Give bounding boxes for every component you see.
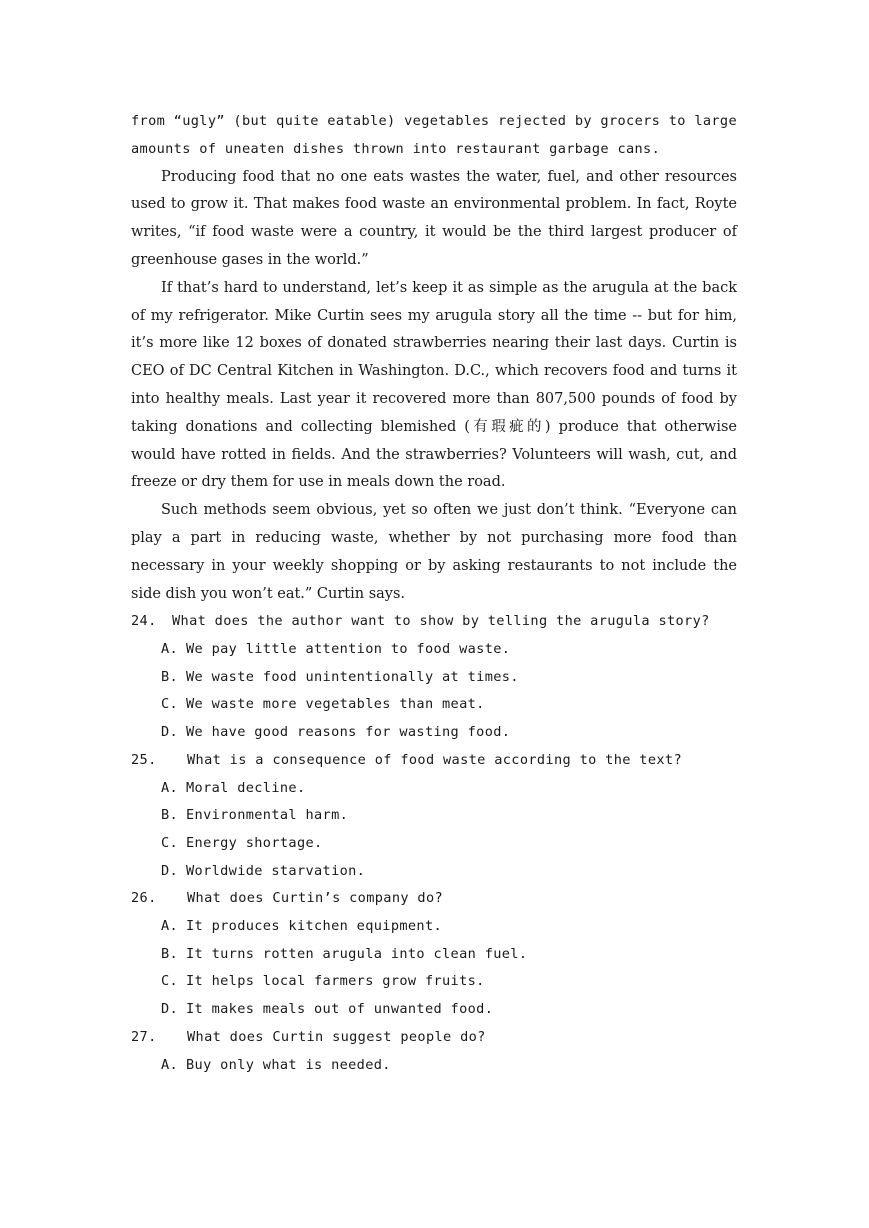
option-letter: A. (161, 779, 179, 796)
option-a (131, 1052, 737, 1080)
option-c (131, 968, 737, 996)
option-text: It turns rotten arugula into clean fuel. (186, 945, 528, 962)
question-stem (131, 1024, 737, 1052)
question-list (131, 608, 737, 1079)
question-24 (131, 608, 737, 747)
passage-paragraph-0: from “ugly” (but quite eatable) vegetables rejected by grocers to large amounts of uneaten dishes thrown into restaurant garbage cans. (131, 113, 737, 157)
option-letter: A. (161, 918, 179, 935)
option-letter: D. (161, 1001, 179, 1018)
passage-paragraph-1: Producing food that no one eats wastes the water, fuel, and other resources used to grow it. That makes food waste an environmental problem. In fact, Royte writes, “if food waste were a country, it would be the third largest producer of greenhouse gases in the world.” (131, 168, 737, 268)
option-letter: B. (161, 807, 179, 824)
option-text: It makes meals out of unwanted food. (186, 1001, 494, 1018)
option-a (131, 913, 737, 941)
option-text: Moral decline. (186, 779, 306, 796)
question-stem (131, 885, 737, 913)
question-text: What is a consequence of food waste according to the text? (187, 751, 682, 768)
option-letter: B. (161, 668, 179, 685)
question-text: What does the author want to show by telling the arugula story? (172, 613, 710, 630)
option-text: We have good reasons for wasting food. (186, 724, 511, 741)
option-d (131, 858, 737, 886)
question-number: 24. (131, 613, 157, 630)
option-letter: D. (161, 862, 179, 879)
question-text: What does Curtin’s company do? (187, 890, 444, 907)
question-text: What does Curtin suggest people do? (187, 1028, 486, 1045)
option-c (131, 691, 737, 719)
option-b (131, 802, 737, 830)
option-a (131, 636, 737, 664)
option-letter: C. (161, 696, 179, 713)
option-text: It helps local farmers grow fruits. (186, 973, 485, 990)
question-27 (131, 1024, 737, 1079)
option-d (131, 996, 737, 1024)
option-a (131, 775, 737, 803)
option-text: Worldwide starvation. (186, 862, 366, 879)
question-stem (131, 747, 737, 775)
option-b (131, 941, 737, 969)
question-stem (131, 608, 737, 636)
option-text: Environmental harm. (186, 807, 349, 824)
option-letter: D. (161, 724, 179, 741)
option-letter: C. (161, 834, 179, 851)
question-number: 25. (131, 751, 157, 768)
option-text: We waste more vegetables than meat. (186, 696, 485, 713)
option-letter: A. (161, 1056, 179, 1073)
option-text: We waste food unintentionally at times. (186, 668, 519, 685)
passage (131, 108, 737, 608)
option-letter: C. (161, 973, 179, 990)
option-d (131, 719, 737, 747)
question-number: 27. (131, 1028, 157, 1045)
question-26 (131, 885, 737, 1024)
passage-paragraph-2: If that’s hard to understand, let’s keep it as simple as the arugula at the back of my refrigerator. Mike Curtin sees my arugula story all the time -- but for him, it’s more like 12 boxes of donated strawberries nearing their last days. Curtin is CEO of DC Central Kitchen in Washington. D.C., which recovers food and turns it into healthy meals. Last year it recovered more than 807,500 pounds of food by taking donations and collecting blemished (有瑕疵的) produce that otherwise would have rotted in fields. And the strawberries? Volunteers will wash, cut, and freeze or dry them for use in meals down the road. (131, 279, 737, 491)
option-text: Buy only what is needed. (186, 1056, 391, 1073)
question-25 (131, 747, 737, 886)
option-text: We pay little attention to food waste. (186, 641, 511, 658)
question-number: 26. (131, 890, 157, 907)
option-text: Energy shortage. (186, 834, 323, 851)
option-letter: B. (161, 945, 179, 962)
option-letter: A. (161, 641, 179, 658)
passage-paragraph-3: Such methods seem obvious, yet so often we just don’t think. “Everyone can play a part in reducing waste, whether by not purchasing more food than necessary in your weekly shopping or by asking restaurants to not include the side dish you won’t eat.” Curtin says. (131, 502, 737, 602)
option-text: It produces kitchen equipment. (186, 918, 443, 935)
document-page (131, 108, 737, 1079)
option-c (131, 830, 737, 858)
option-b (131, 664, 737, 692)
